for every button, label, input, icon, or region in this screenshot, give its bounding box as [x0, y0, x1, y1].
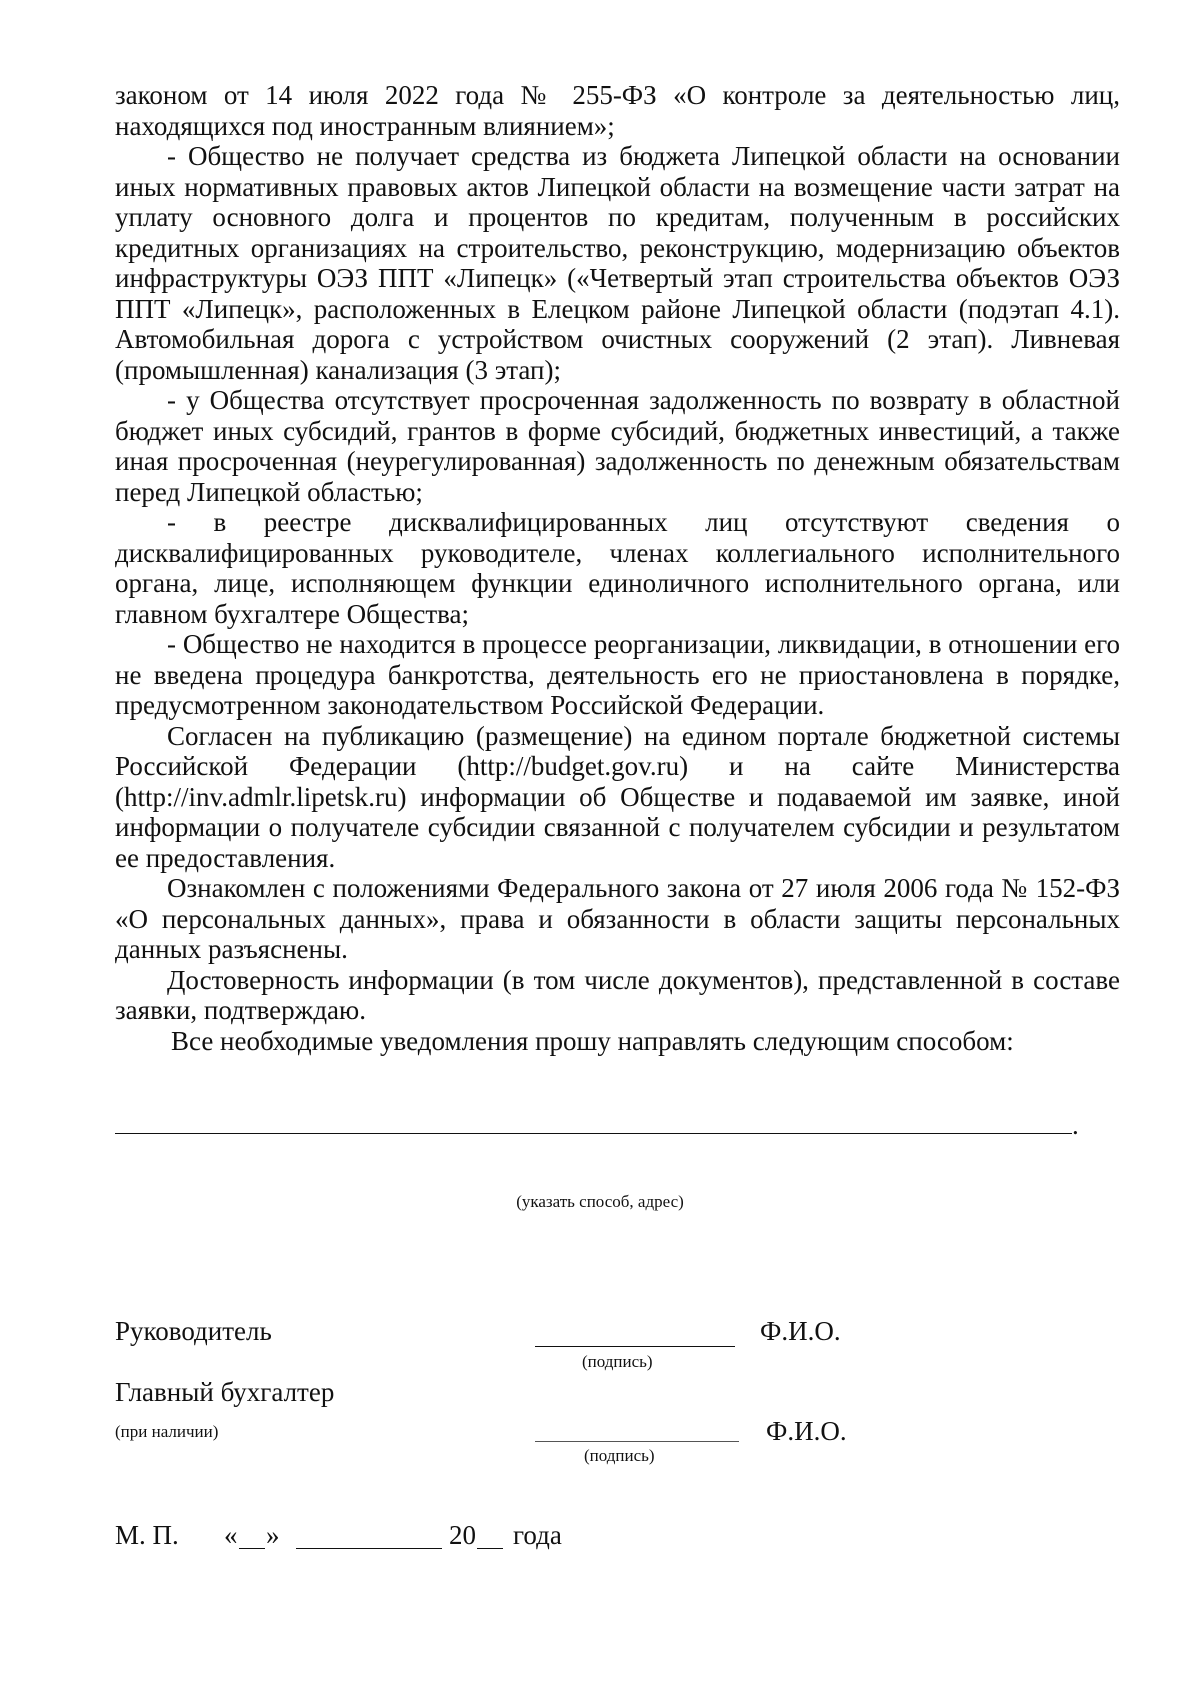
paragraph-personal-data: Ознакомлен с положениями Федерального закона от 27 июля 2006 года № 152-ФЗ «О персональных данных», права и обязанности в области защиты персональных данных разъяснены.	[115, 873, 1120, 964]
date-year-suffix: года	[513, 1520, 562, 1550]
accountant-name: Ф.И.О.	[766, 1416, 847, 1446]
paragraph-reliability: Достоверность информации (в том числе документов), представленной в составе заявки, подтверждаю.	[115, 964, 1120, 1025]
date-year-line[interactable]	[477, 1548, 503, 1549]
notification-method-hint: (указать способ, адрес)	[516, 1192, 684, 1211]
paragraph-notification-method: Все необходимые уведомления прошу направлять следующим способом:	[171, 1025, 1014, 1056]
document-body	[115, 80, 1120, 1056]
paragraph-publication-consent: Согласен на публикацию (размещение) на едином портале бюджетной системы Российской Федерации (http://budget.gov.ru) и на сайте Министерства (http://inv.admlr.lipetsk.ru) информации об Обществе и подаваемой им заявке, иной информации о получателе субсидии связанной с получателем субсидии и результатом ее предоставления.	[115, 720, 1120, 873]
head-label: Руководитель	[115, 1316, 272, 1346]
paragraph-no-reorganization: - Общество не находится в процессе реорганизации, ликвидации, в отношении его не введена процедура банкротства, деятельность его не приостановлена в порядке, предусмотренном законодательством Российской Федерации.	[115, 629, 1120, 720]
accountant-signature-line[interactable]	[535, 1441, 739, 1442]
accountant-signature-hint: (подпись)	[584, 1446, 655, 1465]
paragraph-disqualified-registry: - в реестре дисквалифицированных лиц отсутствуют сведения о дисквалифицированных руководителе, членах коллегиального исполнительного органа, лице, исполняющем функции единоличного исполнительного органа, или главном бухгалтере Общества;	[115, 507, 1120, 629]
date-year-prefix: 20	[449, 1520, 476, 1550]
accountant-label: Главный бухгалтер	[115, 1377, 335, 1407]
date-day-line[interactable]	[239, 1548, 265, 1549]
accountant-sublabel: (при наличии)	[115, 1422, 219, 1441]
head-signature-line[interactable]	[535, 1346, 735, 1347]
paragraph-no-debt: - у Общества отсутствует просроченная задолженность по возврату в областной бюджет иных субсидий, грантов в форме субсидий, бюджетных инвестиций, а также иная просроченная (неурегулированная) задолженность по денежным обязательствам перед Липецкой областью;	[115, 385, 1120, 507]
stamp-label: М. П.	[115, 1520, 179, 1550]
date-month-line[interactable]	[296, 1548, 442, 1549]
notification-line-period: .	[1072, 1110, 1079, 1140]
paragraph-law-continuation: законом от 14 июля 2022 года № 255-ФЗ «О контроле за деятельностью лиц, находящихся под иностранным влиянием»;	[115, 80, 1120, 141]
notification-method-line[interactable]	[115, 1133, 1072, 1134]
paragraph-budget-funds: - Общество не получает средства из бюджета Липецкой области на основании иных нормативных правовых актов Липецкой области на возмещение части затрат на уплату основного долга и процентов по кредитам, полученным в российских кредитных организациях на строительство, реконструкцию, модернизацию объектов инфраструктуры ОЭЗ ППТ «Липецк» («Четвертый этап строительства объектов ОЭЗ ППТ «Липецк», расположенных в Елецком районе Липецкой области (подэтап 4.1). Автомобильная дорога с устройством очистных сооружений (2 этап). Ливневая (промышленная) канализация (3 этап);	[115, 141, 1120, 385]
date-quote-open: «	[224, 1520, 238, 1550]
head-name: Ф.И.О.	[760, 1316, 841, 1346]
head-signature-hint: (подпись)	[582, 1352, 653, 1371]
date-quote-close: »	[266, 1520, 280, 1550]
